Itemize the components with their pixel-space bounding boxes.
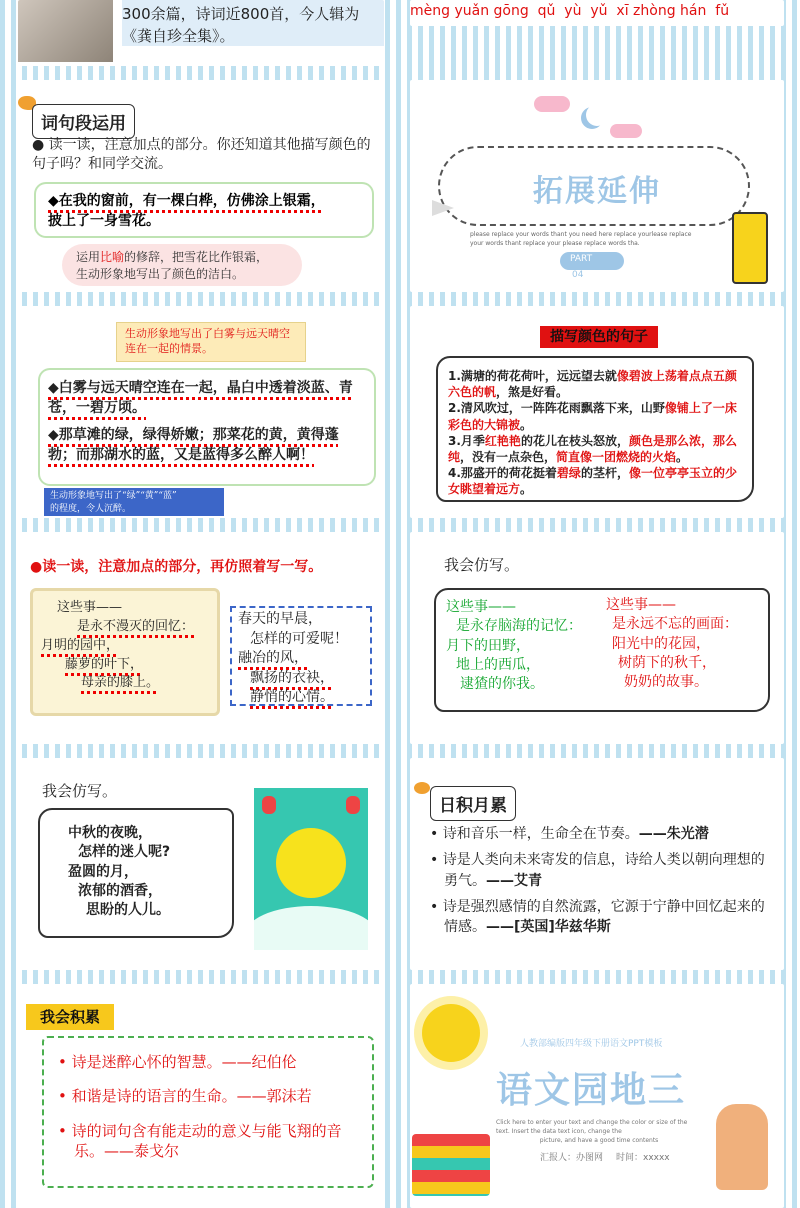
examples-frame (436, 356, 754, 502)
example-4-red2: 像一位亭亭玉立的少女眺望着远方 (448, 466, 737, 497)
reporter-label: 汇报人：办图网 (540, 1153, 604, 1163)
left-line-5: 逮猹的你我。 (460, 676, 544, 693)
line-3: 盈圆的月， (68, 863, 138, 880)
paragraph-bubble (40, 370, 374, 484)
slide-pinyin-fragment (410, 0, 784, 26)
quote-2-text: 和谐是诗的语言的生命。——郭沫若 (71, 1087, 312, 1106)
note-top (116, 322, 306, 362)
right-line-4: 树荫下的秋千， (618, 654, 716, 671)
poem-line-5 (41, 674, 209, 693)
lantern-icon (262, 796, 276, 814)
prompt-text (32, 136, 380, 174)
slide-word-usage (18, 80, 384, 292)
pencil-mascot-icon (732, 212, 768, 284)
note-bottom-line-1: 生动形象地写出了“绿”“黄”“蓝” (50, 491, 177, 501)
slide-imitation-1 (410, 532, 784, 744)
right-line-2: 是永远不忘的画面： (612, 616, 738, 633)
example-3-red2: 颜色是那么浓，那么纯 (448, 433, 737, 464)
paragraph-1-text: ◆白雾与远天晴空连在一起，晶白中透着淡蓝、青苍，一碧万顷。 (48, 380, 353, 417)
example-1-plain: 1.满塘的荷花荷叶，远远望去就 (448, 369, 617, 383)
quote-1-text: 诗和音乐一样，生命全在节奏。 (442, 826, 639, 842)
poem-line-4 (41, 656, 209, 675)
cloud-line-2: 生动形象地写出了颜色的洁白。 (76, 267, 245, 281)
quote-item-1 (58, 1052, 358, 1072)
slide-color-sentences (18, 306, 384, 518)
moon-icon (276, 828, 346, 898)
cover-desc (496, 1118, 702, 1145)
cloud-line-1a: 运用 (76, 250, 101, 264)
poem2-line-2: 怎样的可爱呢！ (250, 630, 348, 647)
paragraph-2 (48, 425, 366, 466)
line-2: 怎样的迷人呢? (78, 844, 171, 861)
example-4-tail2: 。 (520, 482, 533, 497)
example-1-red: 像碧波上荡着点点五颜六色的帆 (448, 369, 737, 400)
cloud-line-1 (76, 248, 288, 265)
slide-read-imitate (18, 532, 384, 744)
bio-box (122, 0, 384, 46)
moon-festival-image (254, 788, 368, 950)
example-4-plain: 4.那盛开的荷花挺着 (448, 466, 557, 481)
subtitle-line-2: your words thant replace your please replace words tha. (470, 240, 640, 247)
paper-plane-icon (432, 200, 454, 216)
paragraph-2-text: ◆那草滩的绿，绿得娇嫩；那菜花的黄，黄得蓬勃；而那湖水的蓝，又是蓝得多么醉人啊！ (48, 426, 339, 463)
lantern-icon-2 (346, 796, 360, 814)
example-2-plain: 2.清风吹过，一阵阵花雨飘落下来，山野 (448, 401, 665, 416)
example-1-tail: ，煞是好看。 (496, 385, 569, 400)
poem-line-2-text: 是永不漫灭的回忆： (77, 618, 195, 634)
cloud-decoration-icon (534, 96, 570, 112)
pinyin-line: mèng yuǎn gōng qǔ yù yǔ xī zhòng hán fǔ (410, 3, 730, 19)
bullet-icon: • (58, 1121, 72, 1140)
prompt-label: 读一读，注意加点的部分。你还知道其他描写颜色的句子吗？和同学交流。 (32, 137, 371, 172)
slide-i-accumulate (18, 984, 384, 1208)
quote-item-2 (58, 1086, 358, 1106)
right-line-5: 奶奶的故事。 (624, 674, 708, 691)
note-top-text: 生动形象地写出了白雾与远天晴空连在一起的情景。 (125, 327, 290, 356)
slide-extension (410, 80, 784, 292)
poem-line-3 (41, 637, 209, 656)
quote-bubble (36, 184, 372, 236)
note-bottom (44, 488, 224, 516)
example-3-tail3: 。 (676, 449, 689, 464)
bullet-icon: • (58, 1087, 72, 1106)
part-badge (560, 252, 624, 270)
poem-line-4-text: 藤萝的叶下， (65, 656, 144, 672)
cloud-line-1b: 的修辞，把雪花比作银霜， (124, 250, 269, 264)
poem2-line-5 (238, 688, 364, 708)
poem2-line-3 (238, 649, 364, 669)
line-5: 思盼的人儿。 (86, 902, 170, 919)
section-banner: 日积月累 (430, 786, 516, 821)
line-1: 中秋的夜晚， (68, 825, 152, 841)
heading: 我会仿写。 (444, 556, 520, 574)
poem2-line-1: 春天的早晨， (238, 611, 322, 627)
bio-line-2: 《龚自珍全集》。 (122, 26, 235, 45)
example-3-red3: 简直像一团燃烧的火焰 (556, 449, 677, 464)
poem-line-5-text: 母亲的膝上。 (81, 675, 160, 691)
subtitle-line-1: please replace your words thant you need here replace yourlease replace (470, 231, 692, 238)
bio-line-1: 300余篇，诗词近800首，今人辑为 (122, 5, 360, 23)
slide-imitation-2 (18, 758, 384, 970)
poem-box-2 (230, 606, 372, 706)
quote-3-text: 诗是强烈感情的自然流露，它源于宁静中回忆起来的情感。 (442, 898, 765, 936)
cloud-decoration-icon-2 (610, 124, 642, 138)
example-2 (448, 400, 742, 432)
left-line-4: 地上的西瓜， (456, 656, 540, 673)
slide-cover (410, 984, 784, 1208)
quote-list (430, 824, 776, 937)
slide-color-examples (410, 306, 784, 518)
quote-line-2: 披上了一身雪花。 (48, 213, 160, 229)
quotes-frame (42, 1036, 374, 1188)
bullet-icon: • (58, 1053, 72, 1071)
section-banner: 我会积累 (26, 1004, 114, 1030)
poem2-line-5-text: 静悄的心情。 (250, 689, 334, 706)
prompt-line (30, 556, 322, 576)
example-3-tail: 的花儿在枝头怒放， (520, 433, 629, 448)
quote-item-3 (58, 1121, 358, 1162)
poem-line-3-text: 月明的园中， (41, 637, 120, 653)
quote-3-text: 诗的词句含有能走动的意义与能飞翔的音乐。——泰戈尔 (71, 1121, 342, 1160)
quote-2-author: ——艾青 (486, 872, 542, 889)
example-3-red: 红艳艳 (484, 433, 521, 448)
example-4-red: 碧绿 (556, 466, 581, 481)
moon-icon (586, 104, 608, 126)
example-3 (448, 433, 742, 465)
example-2-red: 像铺上了一床彩色的大锦被 (448, 401, 737, 432)
header-badge: 描写颜色的句子 (540, 326, 658, 348)
paragraph-1 (48, 378, 366, 419)
extension-title: 拓展延伸 (533, 174, 661, 209)
part-label: PART (570, 254, 593, 264)
imitation-right (602, 596, 738, 693)
example-1 (448, 368, 742, 400)
left-line-1: 这些事—— (446, 599, 516, 615)
quote-line-1-text: ◆在我的窗前，有一棵白桦，仿佛涂上银霜， (48, 193, 325, 209)
imitation-left (446, 598, 582, 695)
time-label: 时间：xxxxx (616, 1153, 670, 1163)
line-4: 浓郁的酒香， (78, 882, 162, 899)
small-title: 人教部编版四年级下册语文PPT模板 (520, 1039, 663, 1049)
portrait-image (18, 0, 113, 62)
right-line-3: 阳光中的花园， (612, 635, 710, 652)
quote-3-author: ——[英国]华兹华斯 (486, 919, 611, 936)
part-number: 04 (572, 270, 584, 280)
poem2-line-3-text: 融冶的风， (238, 650, 308, 667)
extension-subtitle (470, 230, 710, 248)
imitation-frame (38, 808, 234, 938)
quote-item-1: • 诗和音乐一样，生命全在节奏。——朱光潜 (430, 826, 709, 842)
example-2-tail: 。 (520, 417, 533, 432)
prompt-text: ●读一读，注意加点的部分，再仿照着写一写。 (30, 559, 323, 575)
example-4 (448, 465, 742, 497)
cloud-note (62, 244, 302, 286)
left-line-2: 是永存脑海的记忆： (456, 618, 582, 635)
quote-1-author: ——朱光潜 (638, 826, 709, 842)
quote-item-2: • 诗是人类向未来寄发的信息，诗给人类以朝向理想的勇气。——艾青 (430, 852, 765, 889)
quote-item-3: • 诗是强烈感情的自然流露，它源于宁静中回忆起来的情感。——[英国]华兹华斯 (430, 898, 765, 936)
poem-line-1: 这些事—— (57, 600, 123, 615)
poem-line-2 (41, 618, 209, 637)
slide-bio-fragment (18, 0, 384, 66)
right-line-1: 这些事—— (606, 597, 676, 613)
example-3-tail2: ，没有一点杂色， (460, 449, 557, 464)
sun-icon (422, 1004, 480, 1062)
poem-scroll (30, 588, 220, 716)
cover-title: 语文园地三 (496, 1070, 687, 1111)
student-icon (716, 1104, 768, 1190)
hills-decoration (254, 906, 368, 950)
quote-1-text: 诗是迷醉心怀的智慧。——纪伯伦 (71, 1053, 297, 1071)
quote-line-1 (48, 190, 360, 210)
example-3-plain: 3.月季 (448, 433, 485, 448)
heading: 我会仿写。 (42, 782, 118, 800)
poem2-line-4 (238, 669, 364, 689)
note-bottom-line-2: 的程度，令人沉醉。 (50, 503, 132, 514)
poem2-line-4-text: 飘扬的衣袂， (250, 669, 334, 686)
bullet-icon: ● (32, 137, 49, 153)
cloud-line-1-red: 比喻 (100, 250, 125, 264)
books-stack-icon (412, 1134, 490, 1196)
section-banner: 词句段运用 (32, 104, 135, 139)
quote-2-text: 诗是人类向未来寄发的信息，诗给人类以朝向理想的勇气。 (442, 852, 765, 889)
desc-line-1: Click here to enter your text and change the color or size of the text. Insert the data text icon, change the (496, 1119, 688, 1135)
slide-daily-accumulation (410, 758, 784, 970)
example-4-tail: 的茎杆， (580, 466, 629, 481)
bird-icon (414, 782, 430, 794)
left-line-3: 月下的田野， (446, 637, 530, 654)
desc-line-2: picture, and have a good time contents (539, 1137, 659, 1144)
